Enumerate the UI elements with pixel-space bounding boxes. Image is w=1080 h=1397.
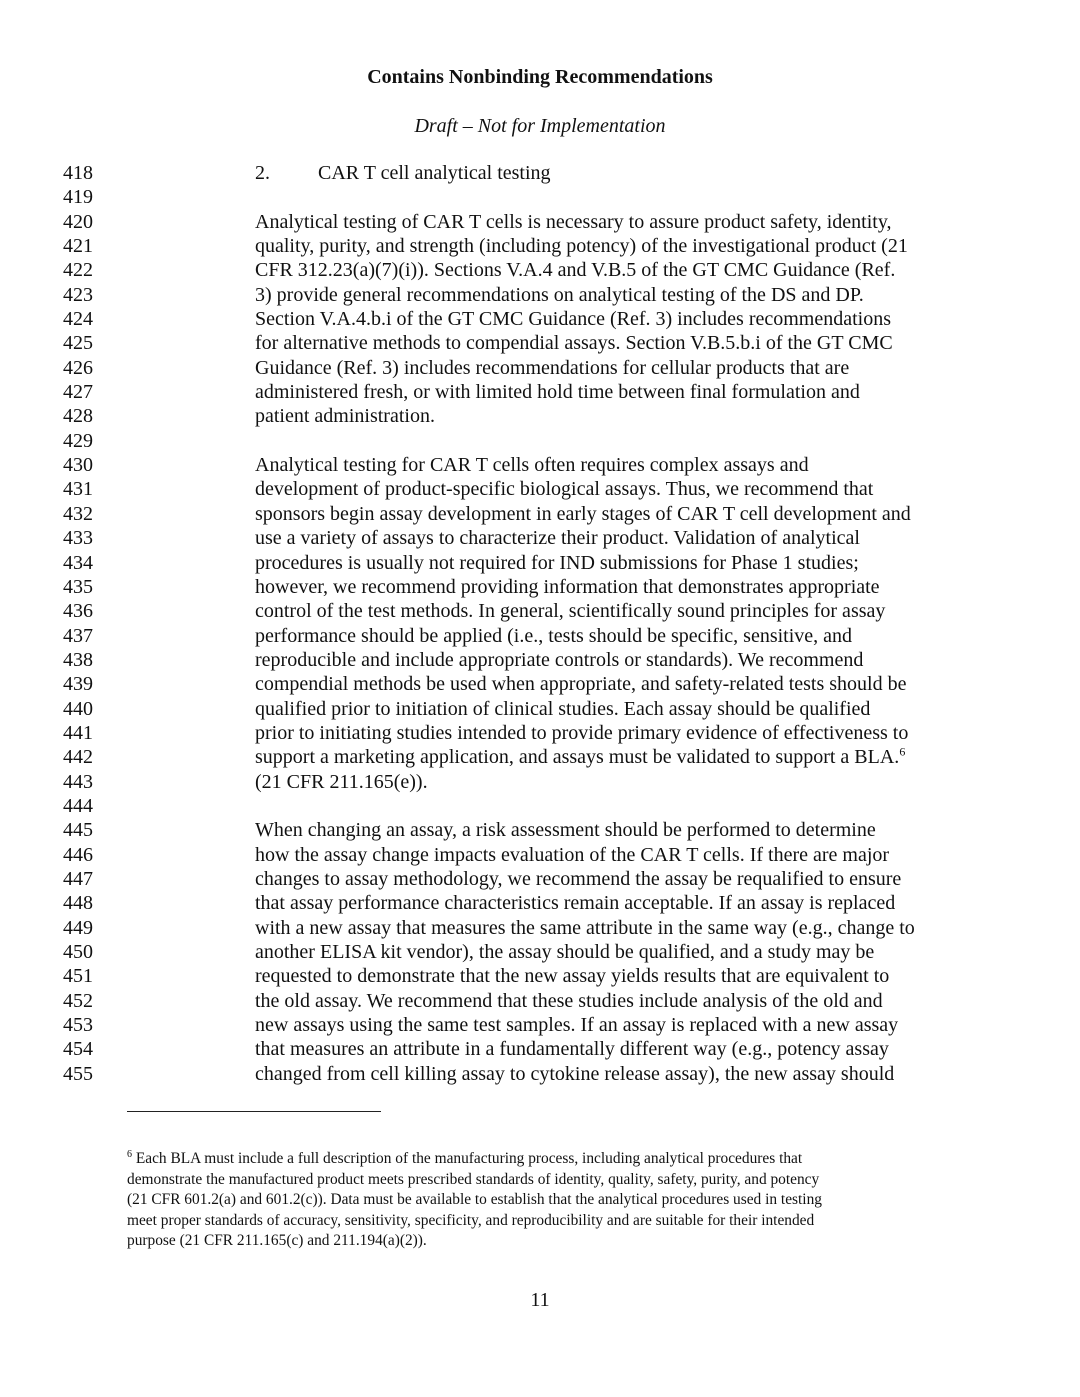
line-number: 455 [63, 1062, 93, 1085]
line-text [255, 843, 889, 867]
line-number: 433 [63, 527, 93, 550]
line-text-content: sponsors begin assay development in early stages of CAR T cell development and [255, 502, 911, 525]
line-number: 425 [63, 332, 93, 355]
text-line [0, 380, 1080, 404]
line-text [255, 551, 859, 575]
text-line [0, 429, 1080, 453]
line-text-content: for alternative methods to compendial assays. Section V.B.5.b.i of the GT CMC [255, 332, 893, 355]
line-number: 444 [63, 794, 93, 817]
line-number: 424 [63, 308, 93, 331]
line-text [255, 526, 860, 550]
line-text-content: reproducible and include appropriate controls or standards). We recommend [255, 648, 864, 671]
text-line [0, 258, 1080, 282]
line-text [255, 599, 885, 623]
line-number: 423 [63, 283, 93, 306]
line-text-content: compendial methods be used when appropriate, and safety-related tests should be [255, 673, 907, 696]
text-line [0, 575, 1080, 599]
line-text-content: administered fresh, or with limited hold time between final formulation and [255, 381, 860, 404]
line-text [255, 867, 901, 891]
line-number: 422 [63, 259, 93, 282]
line-number: 448 [63, 892, 93, 915]
text-line [0, 477, 1080, 501]
line-number: 451 [63, 965, 93, 988]
line-text-content: prior to initiating studies intended to provide primary evidence of effectiveness to [255, 721, 909, 744]
text-line [0, 867, 1080, 891]
line-text [255, 672, 906, 696]
footnote-reference[interactable]: 6 [899, 744, 906, 759]
text-line [0, 770, 1080, 794]
line-text-content: how the assay change impacts evaluation of the CAR T cells. If there are major [255, 843, 890, 866]
line-text-content: changed from cell killing assay to cytokine release assay), the new assay should [255, 1062, 895, 1085]
line-number: 440 [63, 697, 93, 720]
line-text [255, 770, 428, 794]
line-text-content: qualified prior to initiation of clinical studies. Each assay should be qualified [255, 697, 871, 720]
line-text [255, 477, 873, 501]
line-number: 429 [63, 429, 93, 452]
line-number: 439 [63, 673, 93, 696]
line-text-content: performance should be applied (i.e., tests should be specific, sensitive, and [255, 624, 853, 647]
text-line [0, 916, 1080, 940]
line-text-content: that assay performance characteristics remain acceptable. If an assay is replaced [255, 892, 896, 915]
line-text [255, 453, 809, 477]
line-text-content: quality, purity, and strength (including potency) of the investigational product (21 [255, 235, 908, 258]
line-text [255, 624, 852, 648]
line-text [255, 258, 895, 282]
text-line [0, 697, 1080, 721]
line-text-content: changes to assay methodology, we recommend the assay be requalified to ensure [255, 867, 902, 890]
page-number: 11 [530, 1289, 550, 1311]
line-number: 428 [63, 405, 93, 428]
section-number: 2. [255, 162, 270, 184]
text-line [0, 745, 1080, 769]
text-line [0, 526, 1080, 550]
text-line [0, 502, 1080, 526]
text-line [0, 1062, 1080, 1086]
line-text-content: new assays using the same test samples. If an assay is replaced with a new assay [255, 1014, 899, 1037]
footnote-divider [127, 1111, 381, 1112]
footnote-line [127, 1149, 957, 1170]
text-line [0, 624, 1080, 648]
line-number: 445 [63, 819, 93, 842]
text-line [0, 404, 1080, 428]
text-line [0, 940, 1080, 964]
line-number: 420 [63, 210, 93, 233]
text-line [0, 964, 1080, 988]
line-text [255, 210, 892, 234]
line-text-content: CFR 312.23(a)(7)(i)). Sections V.A.4 and V.B.5 of the GT CMC Guidance (Ref. [255, 259, 896, 282]
line-text-content: Section V.A.4.b.i of the GT CMC Guidance (Ref. 3) includes recommendations [255, 308, 892, 331]
line-number: 447 [63, 867, 93, 890]
line-text [255, 697, 870, 721]
line-text-content: with a new assay that measures the same attribute in the same way (e.g., change to [255, 916, 915, 939]
text-line [0, 234, 1080, 258]
text-line [0, 721, 1080, 745]
text-line [0, 648, 1080, 672]
line-text [255, 964, 889, 988]
text-line [0, 794, 1080, 818]
line-text [255, 940, 874, 964]
line-text [255, 721, 908, 745]
line-text [255, 283, 864, 307]
text-line [0, 551, 1080, 575]
line-number: 449 [63, 916, 93, 939]
text-line [0, 891, 1080, 915]
line-number: 446 [63, 843, 93, 866]
text-line [0, 1037, 1080, 1061]
text-line [0, 331, 1080, 355]
line-number: 430 [63, 454, 93, 477]
footnote-text: meet proper standards of accuracy, sensitivity, specificity, and reproducibility and are suitable for their intended [127, 1211, 815, 1229]
line-text-content: that measures an attribute in a fundamentally different way (e.g., potency assay [255, 1038, 889, 1061]
line-number: 438 [63, 648, 93, 671]
line-number: 450 [63, 941, 93, 963]
line-text [255, 745, 905, 769]
footnote-marker: 6 [127, 1148, 132, 1160]
line-text [255, 234, 908, 258]
text-line [0, 356, 1080, 380]
line-text-content: Analytical testing for CAR T cells often requires complex assays and [255, 454, 809, 477]
text-line [0, 210, 1080, 234]
line-number: 419 [63, 186, 93, 209]
line-text-content: use a variety of assays to characterize their product. Validation of analytical [255, 527, 860, 550]
line-number: 434 [63, 551, 93, 574]
header-subtitle: Draft – Not for Implementation [414, 115, 666, 137]
text-line [0, 672, 1080, 696]
line-text-content: patient administration. [255, 405, 435, 428]
footnote-line [127, 1211, 957, 1232]
line-text-content: control of the test methods. In general, scientifically sound principles for assay [255, 600, 886, 623]
line-number: 454 [63, 1038, 93, 1061]
line-text-content: 3) provide general recommendations on analytical testing of the DS and DP. [255, 283, 864, 306]
text-line [0, 185, 1080, 209]
line-text [255, 648, 863, 672]
line-text-content: however, we recommend providing information that demonstrates appropriate [255, 575, 880, 598]
line-number: 443 [63, 770, 93, 793]
line-text [255, 404, 435, 428]
line-text [255, 575, 880, 599]
line-number: 442 [63, 746, 93, 769]
footnote-text: (21 CFR 601.2(a) and 601.2(c)). Data must be available to establish that the analytical procedures used in testing [127, 1191, 822, 1208]
footnote-text: purpose (21 CFR 211.165(c) and 211.194(a)(2)). [127, 1232, 427, 1249]
line-number: 431 [63, 478, 93, 501]
line-text-content: Analytical testing of CAR T cells is necessary to assure product safety, identity, [255, 210, 892, 233]
line-text-content: support a marketing application, and assays must be validated to support a BLA. [255, 746, 900, 769]
line-text-content: procedures is usually not required for IND submissions for Phase 1 studies; [255, 551, 859, 574]
line-text [255, 380, 860, 404]
footnote-text: Each BLA must include a full description of the manufacturing process, including analytical procedures that [132, 1150, 803, 1167]
line-text-content: another ELISA kit vendor), the assay should be qualified, and a study may be [255, 941, 875, 963]
footnote-line [127, 1190, 957, 1211]
line-text [255, 818, 876, 842]
text-line [0, 1013, 1080, 1037]
line-text [255, 916, 915, 940]
section-heading: CAR T cell analytical testing [318, 162, 551, 184]
line-number: 441 [63, 721, 93, 744]
text-line [0, 307, 1080, 331]
text-line [0, 989, 1080, 1013]
text-line [0, 599, 1080, 623]
line-number: 437 [63, 624, 93, 647]
header-title: Contains Nonbinding Recommendations [367, 66, 713, 88]
footnote-line [127, 1170, 957, 1191]
line-text [255, 356, 849, 380]
text-line [0, 843, 1080, 867]
footnote [127, 1149, 957, 1252]
line-number: 432 [63, 502, 93, 525]
line-text [255, 891, 895, 915]
line-text [255, 307, 891, 331]
line-text [255, 1037, 889, 1061]
footnote-text: demonstrate the manufactured product meets prescribed standards of identity, quality, safety, purity, and potency [127, 1170, 820, 1188]
line-number: 436 [63, 600, 93, 623]
line-text [255, 1062, 894, 1086]
line-text-content: the old assay. We recommend that these studies include analysis of the old and [255, 989, 883, 1012]
text-line [0, 283, 1080, 307]
line-number: 435 [63, 575, 93, 598]
text-line [0, 453, 1080, 477]
line-text [255, 989, 883, 1013]
line-text [255, 502, 911, 526]
line-text-content: requested to demonstrate that the new assay yields results that are equivalent to [255, 965, 890, 988]
footnote-line [127, 1231, 957, 1252]
line-text [255, 331, 893, 355]
line-number: 418 [63, 162, 93, 184]
line-number: 426 [63, 356, 93, 379]
line-number: 452 [63, 989, 93, 1012]
line-text-content: When changing an assay, a risk assessment should be performed to determine [255, 819, 876, 842]
numbered-lines [0, 161, 1080, 1086]
text-line [0, 818, 1080, 842]
line-number: 453 [63, 1014, 93, 1037]
line-text-content: Guidance (Ref. 3) includes recommendations for cellular products that are [255, 356, 850, 379]
text-line [0, 161, 1080, 185]
line-text-content: (21 CFR 211.165(e)). [255, 770, 428, 793]
line-text [255, 1013, 898, 1037]
line-text-content: development of product-specific biological assays. Thus, we recommend that [255, 478, 874, 501]
line-number: 421 [63, 235, 93, 258]
line-number: 427 [63, 381, 93, 404]
